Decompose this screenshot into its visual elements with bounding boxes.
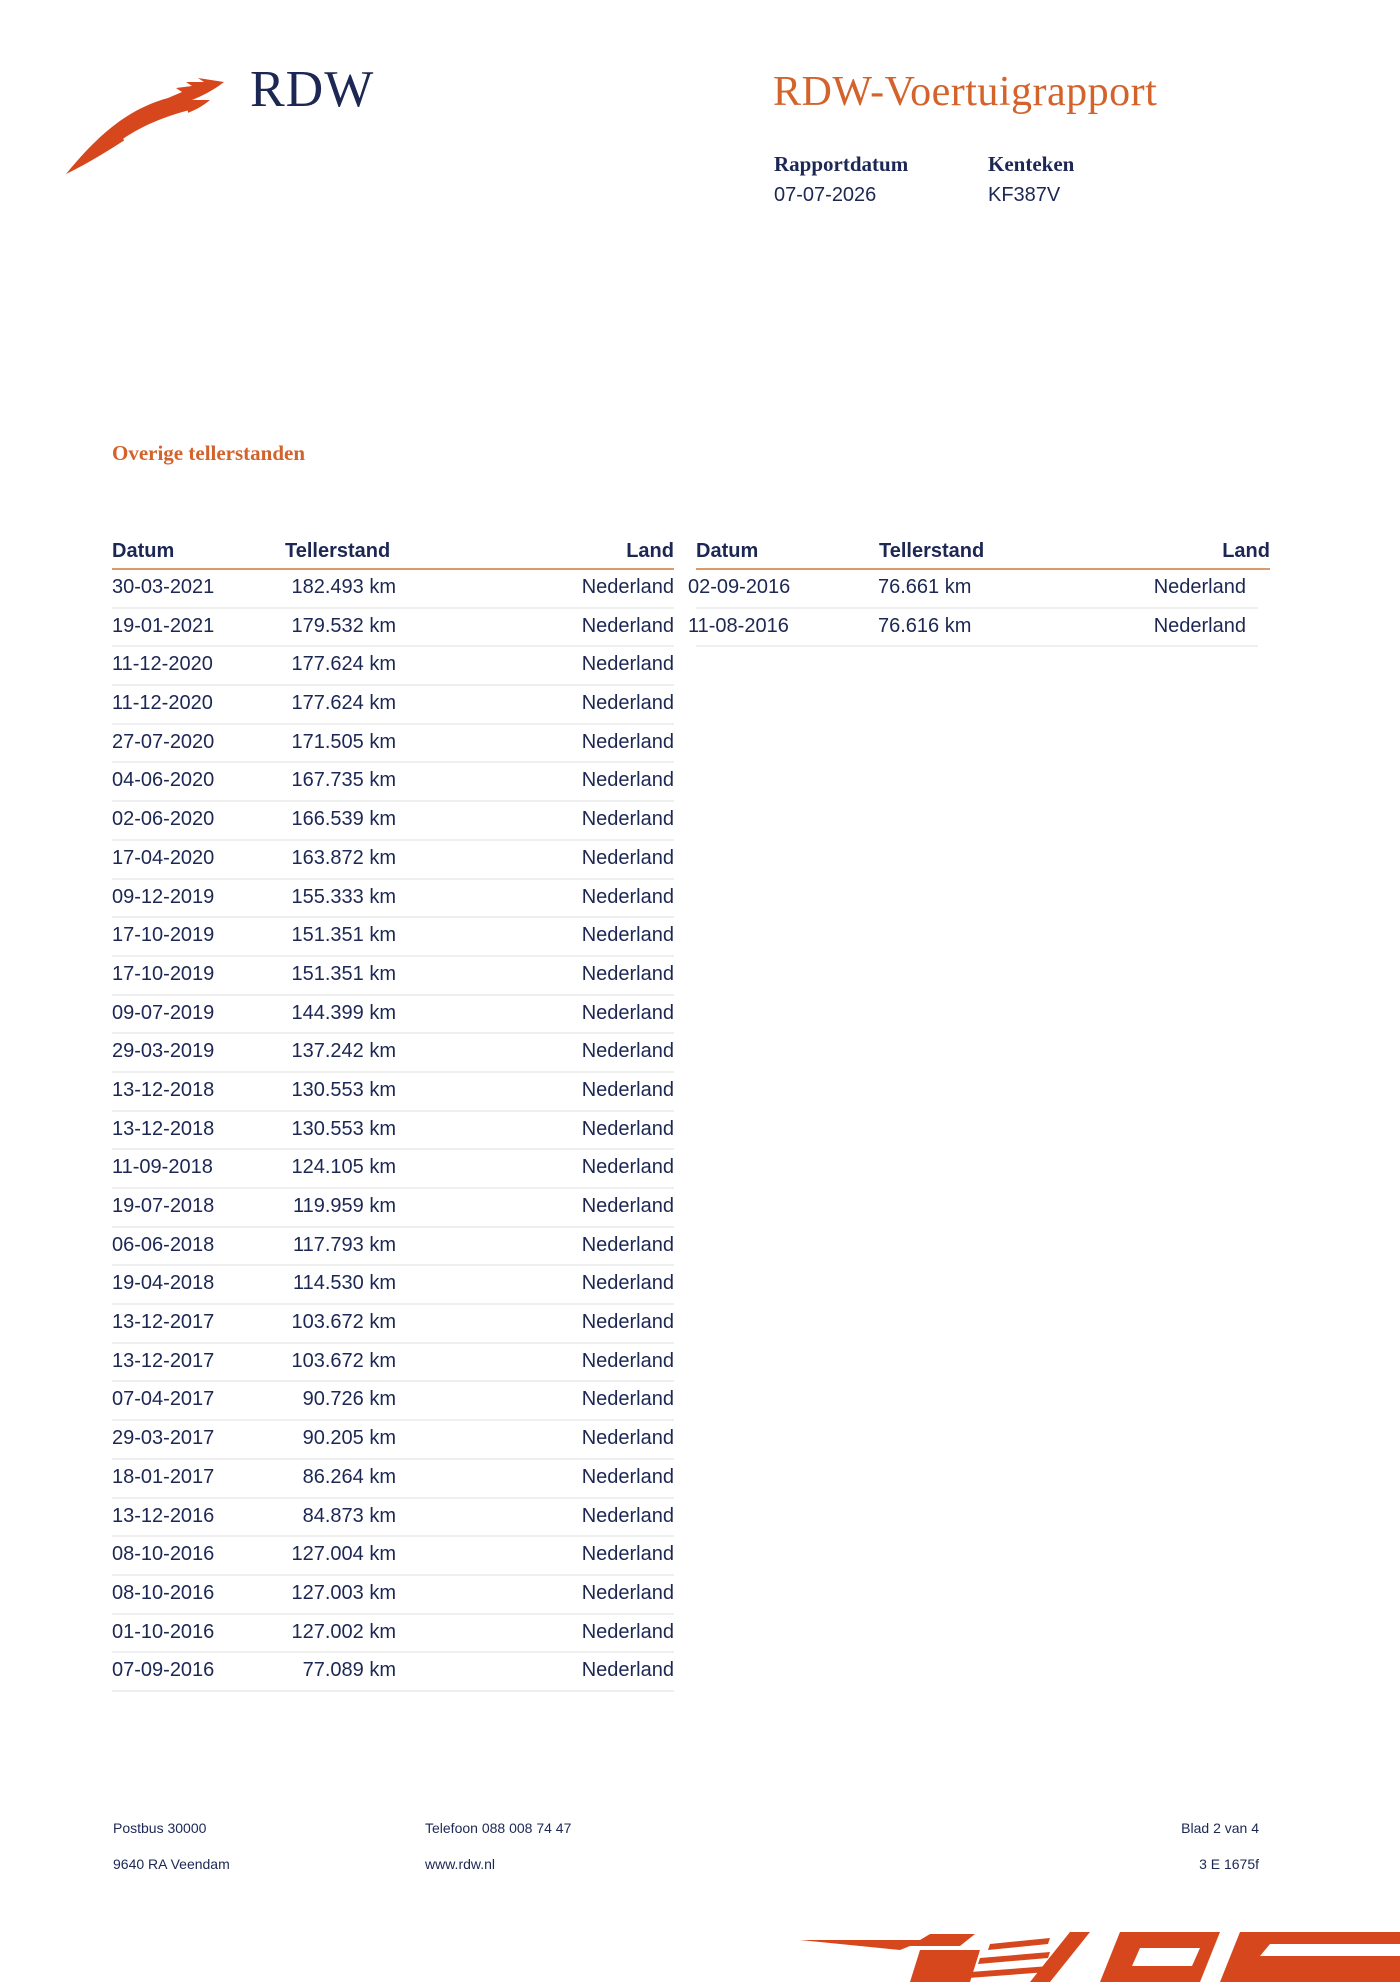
table-row	[112, 1228, 674, 1267]
cell-tellerstand: 103.672 km	[291, 1349, 396, 1372]
cell-land: Nederland	[581, 846, 674, 869]
rdw-feather-icon	[64, 60, 234, 180]
cell-datum: 18-01-2017	[112, 1465, 215, 1488]
table-row	[112, 1150, 674, 1189]
cell-datum: 07-09-2016	[112, 1659, 215, 1682]
cell-datum: 13-12-2018	[112, 1117, 215, 1140]
table-row	[112, 1537, 674, 1576]
cell-datum: 19-04-2018	[112, 1272, 215, 1295]
table-row	[112, 802, 674, 841]
cell-tellerstand: 182.493 km	[291, 576, 396, 598]
report-date-value: 07-07-2026	[774, 184, 877, 206]
cell-tellerstand: 86.264 km	[302, 1465, 396, 1488]
table-row	[112, 570, 674, 609]
cell-datum: 02-06-2020	[112, 808, 215, 831]
cell-tellerstand: 77.089 km	[302, 1659, 396, 1682]
table-row	[112, 1305, 674, 1344]
cell-land: Nederland	[581, 962, 674, 985]
footer-city: 9640 RA Veendam	[113, 1856, 230, 1872]
footer-postbus: Postbus 30000	[113, 1820, 207, 1836]
table-row	[112, 918, 674, 957]
cell-tellerstand: 119.959 km	[292, 1195, 396, 1217]
cell-tellerstand: 127.003 km	[291, 1581, 396, 1604]
table-body	[688, 570, 1270, 647]
table-row	[112, 957, 674, 996]
table-row	[112, 1112, 674, 1151]
table-row	[688, 570, 1258, 609]
report-title: RDW-Voertuigrapport	[773, 69, 1158, 115]
cell-datum: 04-06-2020	[112, 769, 215, 792]
cell-datum: 30-03-2021	[112, 576, 215, 598]
cell-tellerstand: 130.553 km	[291, 1117, 396, 1140]
cell-datum: 11-12-2020	[112, 692, 213, 715]
cell-tellerstand: 114.530 km	[292, 1272, 396, 1295]
odometer-table-right	[688, 536, 1270, 647]
table-row	[112, 686, 674, 725]
cell-land: Nederland	[581, 1272, 674, 1295]
cell-tellerstand: 171.505 km	[291, 730, 396, 753]
table-header	[696, 536, 1270, 570]
cell-tellerstand: 155.333 km	[291, 885, 396, 908]
cell-land: Nederland	[581, 1620, 674, 1643]
footer-website: www.rdw.nl	[425, 1856, 496, 1872]
cell-land: Nederland	[581, 1078, 674, 1101]
column-header-datum: Datum	[112, 540, 175, 562]
table-row	[112, 1499, 674, 1538]
cell-land: Nederland	[581, 576, 674, 598]
cell-datum: 17-10-2019	[112, 924, 215, 947]
cell-datum: 13-12-2017	[112, 1349, 215, 1372]
cell-tellerstand: 167.735 km	[291, 769, 396, 792]
cell-datum: 09-12-2019	[112, 885, 215, 908]
cell-tellerstand: 90.205 km	[302, 1427, 396, 1450]
cell-land: Nederland	[581, 1040, 674, 1063]
cell-datum: 29-03-2017	[112, 1427, 215, 1450]
table-row	[112, 725, 674, 764]
column-header-tellerstand: Tellerstand	[285, 540, 391, 562]
table-row	[112, 1653, 674, 1692]
cell-land: Nederland	[581, 769, 674, 792]
cell-tellerstand: 177.624 km	[291, 653, 396, 676]
cell-land: Nederland	[581, 692, 674, 715]
table-row	[112, 996, 674, 1035]
cell-datum: 09-07-2019	[112, 1001, 215, 1024]
cell-tellerstand: 177.624 km	[291, 692, 396, 715]
cell-tellerstand: 127.002 km	[291, 1620, 396, 1643]
cell-tellerstand: 76.616 km	[878, 614, 972, 637]
footer-page-number: Blad 2 van 4	[1181, 1820, 1259, 1836]
cell-land: Nederland	[581, 1504, 674, 1527]
table-row	[112, 1576, 674, 1615]
table-row	[112, 763, 674, 802]
cell-land: Nederland	[1153, 614, 1246, 637]
cell-tellerstand: 144.399 km	[291, 1001, 396, 1024]
report-date-label: Rapportdatum	[774, 152, 909, 176]
cell-land: Nederland	[581, 1465, 674, 1488]
section-title: Overige tellerstanden	[112, 441, 306, 465]
column-header-land: Land	[1222, 540, 1270, 562]
cell-land: Nederland	[581, 808, 674, 831]
table-row	[112, 609, 674, 648]
cell-datum: 13-12-2016	[112, 1504, 215, 1527]
cell-tellerstand: 137.242 km	[291, 1040, 396, 1063]
cell-datum: 17-10-2019	[112, 962, 215, 985]
cell-land: Nederland	[581, 653, 674, 676]
cell-land: Nederland	[581, 614, 674, 637]
cell-land: Nederland	[581, 1543, 674, 1566]
table-row	[688, 609, 1258, 648]
cell-land: Nederland	[581, 924, 674, 947]
column-header-land: Land	[626, 540, 674, 562]
table-row	[112, 1266, 674, 1305]
plate-label: Kenteken	[988, 152, 1075, 176]
cell-datum: 11-08-2016	[688, 614, 789, 637]
cell-tellerstand: 130.553 km	[291, 1078, 396, 1101]
cell-land: Nederland	[581, 1001, 674, 1024]
table-row	[112, 1421, 674, 1460]
cell-datum: 19-07-2018	[112, 1195, 215, 1217]
cell-datum: 29-03-2019	[112, 1040, 215, 1063]
cell-tellerstand: 151.351 km	[291, 924, 396, 947]
cell-datum: 13-12-2017	[112, 1311, 215, 1334]
cell-datum: 06-06-2018	[112, 1233, 215, 1256]
table-row	[112, 647, 674, 686]
cell-land: Nederland	[581, 1195, 674, 1217]
column-header-tellerstand: Tellerstand	[879, 540, 985, 562]
cell-land: Nederland	[581, 1659, 674, 1682]
table-row	[112, 1460, 674, 1499]
cell-tellerstand: 179.532 km	[291, 614, 396, 637]
cell-datum: 17-04-2020	[112, 846, 215, 869]
cell-tellerstand: 84.873 km	[302, 1504, 396, 1527]
cell-datum: 11-12-2020	[112, 653, 213, 676]
footer-phone: Telefoon 088 008 74 47	[425, 1820, 572, 1836]
cell-land: Nederland	[581, 1156, 674, 1179]
cell-tellerstand: 76.661 km	[878, 576, 972, 598]
cell-datum: 01-10-2016	[112, 1620, 215, 1643]
table-row	[112, 1189, 674, 1228]
brand-name: RDW	[250, 61, 375, 118]
cell-tellerstand: 163.872 km	[291, 846, 396, 869]
rdw-footer-stripes	[800, 1926, 1400, 1987]
cell-datum: 07-04-2017	[112, 1388, 215, 1411]
cell-datum: 27-07-2020	[112, 730, 215, 753]
cell-datum: 08-10-2016	[112, 1581, 215, 1604]
cell-datum: 02-09-2016	[688, 576, 791, 598]
cell-land: Nederland	[581, 1311, 674, 1334]
odometer-table-left	[112, 536, 674, 1692]
cell-tellerstand: 166.539 km	[291, 808, 396, 831]
table-row	[112, 1073, 674, 1112]
cell-tellerstand: 103.672 km	[291, 1311, 396, 1334]
cell-datum: 11-09-2018	[112, 1156, 213, 1179]
table-row	[112, 880, 674, 919]
table-body	[112, 570, 674, 1692]
cell-land: Nederland	[581, 1427, 674, 1450]
cell-land: Nederland	[581, 1349, 674, 1372]
column-header-datum: Datum	[696, 540, 759, 562]
table-row	[112, 1034, 674, 1073]
rdw-logo	[64, 60, 384, 190]
table-row	[112, 1344, 674, 1383]
cell-datum: 19-01-2021	[112, 614, 215, 637]
table-row	[112, 841, 674, 880]
cell-datum: 08-10-2016	[112, 1543, 215, 1566]
footer-document-code: 3 E 1675f	[1199, 1856, 1259, 1872]
cell-tellerstand: 117.793 km	[292, 1233, 396, 1256]
cell-tellerstand: 151.351 km	[291, 962, 396, 985]
cell-land: Nederland	[581, 1581, 674, 1604]
table-row	[112, 1615, 674, 1654]
cell-tellerstand: 124.105 km	[291, 1156, 396, 1179]
cell-land: Nederland	[581, 1388, 674, 1411]
stripes-graphic	[800, 1926, 1400, 1982]
table-header	[112, 536, 674, 570]
cell-land: Nederland	[581, 1233, 674, 1256]
table-row	[112, 1382, 674, 1421]
cell-land: Nederland	[581, 1117, 674, 1140]
cell-tellerstand: 90.726 km	[302, 1388, 396, 1411]
cell-tellerstand: 127.004 km	[291, 1543, 396, 1566]
cell-land: Nederland	[1153, 576, 1246, 598]
cell-land: Nederland	[581, 730, 674, 753]
cell-land: Nederland	[581, 885, 674, 908]
plate-value: KF387V	[988, 184, 1061, 206]
cell-datum: 13-12-2018	[112, 1078, 215, 1101]
